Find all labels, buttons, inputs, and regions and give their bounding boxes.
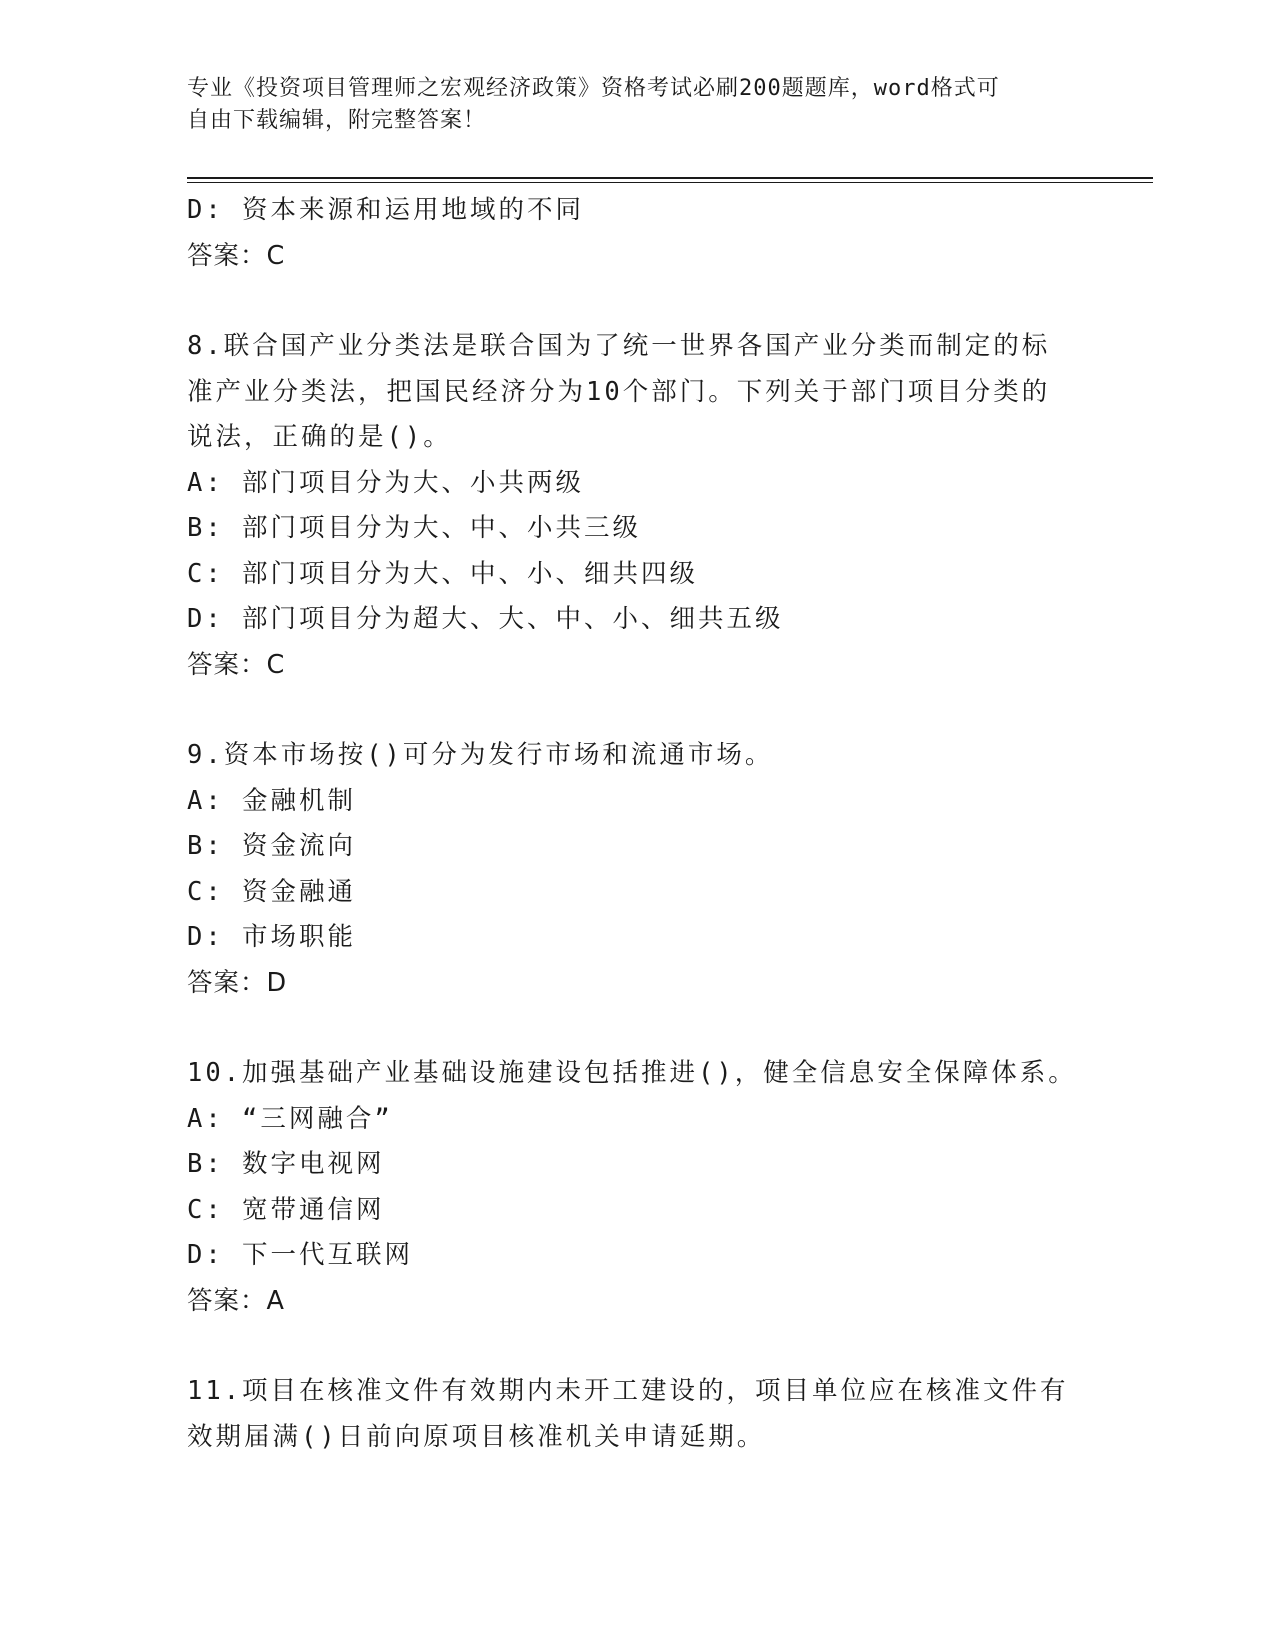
answer-label: 答案：A	[187, 1285, 285, 1316]
question-11	[187, 1369, 1107, 1460]
question-stem: 准产业分类法，把国民经济分为10个部门。下列关于部门项目分类的	[187, 376, 1051, 407]
option-a: A: 部门项目分为大、小共两级	[187, 467, 585, 498]
document-header	[187, 73, 1087, 137]
option-b: B: 数字电视网	[187, 1149, 385, 1179]
option-a: A: “三网融合”	[187, 1103, 393, 1134]
option-b: B: 资金流向	[187, 831, 357, 861]
answer-label: 答案：D	[187, 967, 288, 998]
question-stem: 说法，正确的是()。	[187, 422, 452, 452]
question-9	[187, 733, 1107, 1006]
option-a: A: 金融机制	[187, 785, 357, 816]
answer-label: 答案：C	[187, 649, 286, 680]
question-10	[187, 1051, 1107, 1324]
option-d: D: 市场职能	[187, 922, 357, 952]
option-d: D: 部门项目分为超大、大、中、小、细共五级	[187, 604, 784, 634]
question-7-tail	[187, 188, 1107, 279]
question-stem: 9.资本市场按()可分为发行市场和流通市场。	[187, 740, 774, 770]
option-d: D: 下一代互联网	[187, 1240, 414, 1270]
question-stem: 11.项目在核准文件有效期内未开工建设的，项目单位应在核准文件有	[187, 1376, 1069, 1406]
question-stem: 8.联合国产业分类法是联合国为了统一世界各国产业分类而制定的标	[187, 331, 1051, 361]
question-stem: 10.加强基础产业基础设施建设包括推进()，健全信息安全保障体系。	[187, 1058, 1077, 1088]
option-c: C: 宽带通信网	[187, 1194, 385, 1225]
header-divider-thin	[187, 182, 1153, 183]
header-divider-thick	[187, 177, 1153, 179]
question-list	[187, 188, 1107, 1460]
header-line-2: 自由下载编辑，附完整答案！	[187, 108, 487, 133]
header-line-1: 专业《投资项目管理师之宏观经济政策》资格考试必刷200题题库，word格式可	[187, 76, 1000, 101]
option-c: C: 部门项目分为大、中、小、细共四级	[187, 558, 699, 589]
option-c: C: 资金融通	[187, 876, 357, 907]
option-d: D: 资本来源和运用地域的不同	[187, 195, 585, 225]
option-b: B: 部门项目分为大、中、小共三级	[187, 513, 642, 543]
question-stem: 效期届满()日前向原项目核准机关申请延期。	[187, 1421, 766, 1452]
answer-label: 答案：C	[187, 240, 286, 271]
question-8	[187, 324, 1107, 688]
